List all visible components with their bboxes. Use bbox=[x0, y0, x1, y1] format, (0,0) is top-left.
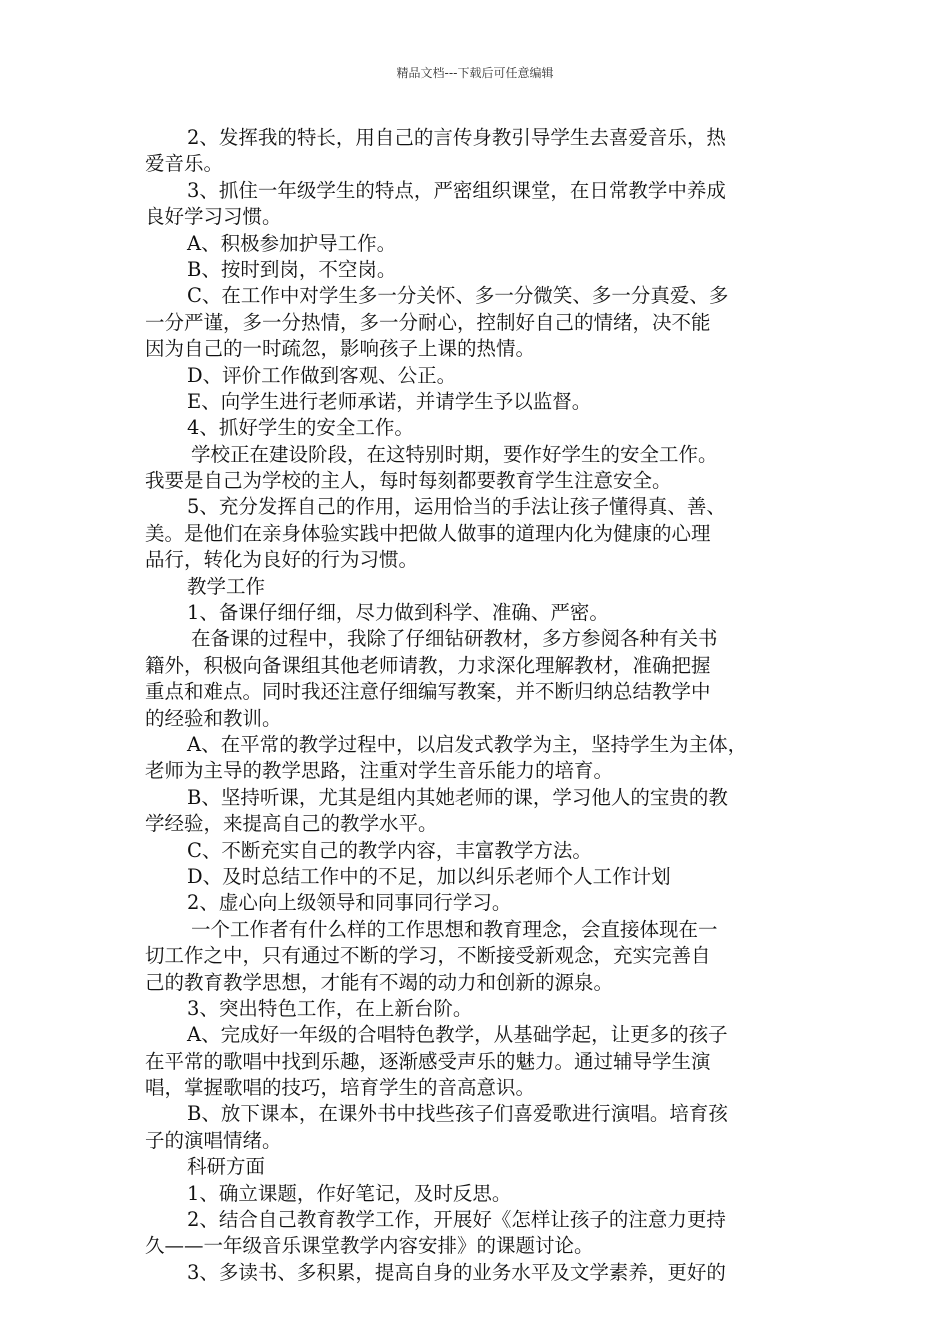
text-line: 己的教育教学思想，才能有不竭的动力和创新的源泉。 bbox=[145, 970, 614, 994]
text-line: 一个工作者有什么样的工作思想和教育理念，会直接体现在一 bbox=[191, 917, 718, 941]
text-line: 一分严谨，多一分热情，多一分耐心，控制好自己的情绪，决不能 bbox=[145, 310, 711, 334]
text-line: 1、确立课题，作好笔记，及时反思。 bbox=[187, 1181, 512, 1205]
text-line: 学经验，来提高自己的教学水平。 bbox=[145, 812, 438, 836]
text-line: B、放下课本，在课外书中找些孩子们喜爱歌进行演唱。培育孩 bbox=[187, 1102, 728, 1126]
document-body bbox=[145, 125, 810, 1286]
text-line: 品行，转化为良好的行为习惯。 bbox=[145, 548, 419, 572]
text-line: B、按时到岗，不空岗。 bbox=[187, 257, 397, 281]
page-header: 精品文档---下载后可任意编辑 bbox=[396, 66, 554, 80]
text-line: D、评价工作做到客观、公正。 bbox=[187, 363, 457, 387]
text-line: 学校正在建设阶段，在这特别时期，要作好学生的安全工作。 bbox=[191, 442, 718, 466]
text-line: 美。是他们在亲身体验实践中把做人做事的道理内化为健康的心理 bbox=[145, 521, 711, 545]
text-line: 2、发挥我的特长，用自己的言传身教引导学生去喜爱音乐，热 bbox=[187, 126, 726, 149]
text-line: 因为自己的一时疏忽，影响孩子上课的热情。 bbox=[145, 337, 536, 361]
text-line: 的经验和教训。 bbox=[145, 706, 282, 730]
text-line: 2、结合自己教育教学工作，开展好《怎样让孩子的注意力更持 bbox=[187, 1208, 726, 1232]
section-heading: 科研方面 bbox=[187, 1155, 266, 1179]
text-line: 老师为主导的教学思路，注重对学生音乐能力的培育。 bbox=[145, 759, 614, 783]
text-line: 2、虚心向上级领导和同事同行学习。 bbox=[187, 891, 512, 915]
text-line: 3、多读书、多积累，提高自身的业务水平及文学素养，更好的 bbox=[187, 1260, 726, 1284]
text-line: 重点和难点。同时我还注意仔细编写教案，并不断归纳总结教学中 bbox=[145, 680, 711, 704]
text-line: D、及时总结工作中的不足，加以纠乐老师个人工作计划 bbox=[187, 864, 671, 888]
text-line: A、完成好一年级的合唱特色教学，从基础学起，让更多的孩子 bbox=[187, 1023, 728, 1047]
text-line: 籍外，积极向备课组其他老师请教，力求深化理解教材，准确把握 bbox=[145, 653, 711, 677]
text-line: C、在工作中对学生多一分关怀、多一分微笑、多一分真爱、多 bbox=[187, 284, 729, 308]
text-line: A、在平常的教学过程中，以启发式教学为主，坚持学生为主体， bbox=[187, 732, 748, 756]
text-line: 久——一年级音乐课堂教学内容安排》的课题讨论。 bbox=[145, 1234, 594, 1258]
text-line: 子的演唱情绪。 bbox=[145, 1128, 282, 1152]
section-heading: 教学工作 bbox=[187, 574, 266, 598]
text-line: 在备课的过程中，我除了仔细钻研教材，多方参阅各种有关书 bbox=[191, 627, 718, 651]
text-line: 3、突出特色工作，在上新台阶。 bbox=[187, 996, 473, 1020]
text-line: 3、抓住一年级学生的特点，严密组织课堂，在日常教学中养成 bbox=[187, 178, 726, 202]
text-line: B、坚持听课，尤其是组内其她老师的课，学习他人的宝贵的教 bbox=[187, 785, 728, 809]
text-line: 爱音乐。 bbox=[145, 152, 224, 176]
text-line: 5、充分发挥自己的作用，运用恰当的手法让孩子懂得真、善、 bbox=[187, 495, 726, 519]
text-line: 1、备课仔细仔细，尽力做到科学、准确、严密。 bbox=[187, 601, 609, 625]
text-line: C、不断充实自己的教学内容，丰富教学方法。 bbox=[187, 838, 592, 862]
text-line: 切工作之中，只有通过不断的学习，不断接受新观念，充实完善自 bbox=[145, 944, 711, 968]
text-line: 唱，掌握歌唱的技巧，培育学生的音高意识。 bbox=[145, 1076, 536, 1100]
text-line: 我要是自己为学校的主人，每时每刻都要教育学生注意安全。 bbox=[145, 469, 672, 493]
text-line: E、向学生进行老师承诺，并请学生予以监督。 bbox=[187, 389, 592, 413]
text-line: 在平常的歌唱中找到乐趣，逐渐感受声乐的魅力。通过辅导学生演 bbox=[145, 1049, 711, 1073]
text-line: 良好学习习惯。 bbox=[145, 205, 282, 229]
text-line: 4、抓好学生的安全工作。 bbox=[187, 416, 414, 440]
text-line: A、积极参加护导工作。 bbox=[187, 231, 397, 255]
